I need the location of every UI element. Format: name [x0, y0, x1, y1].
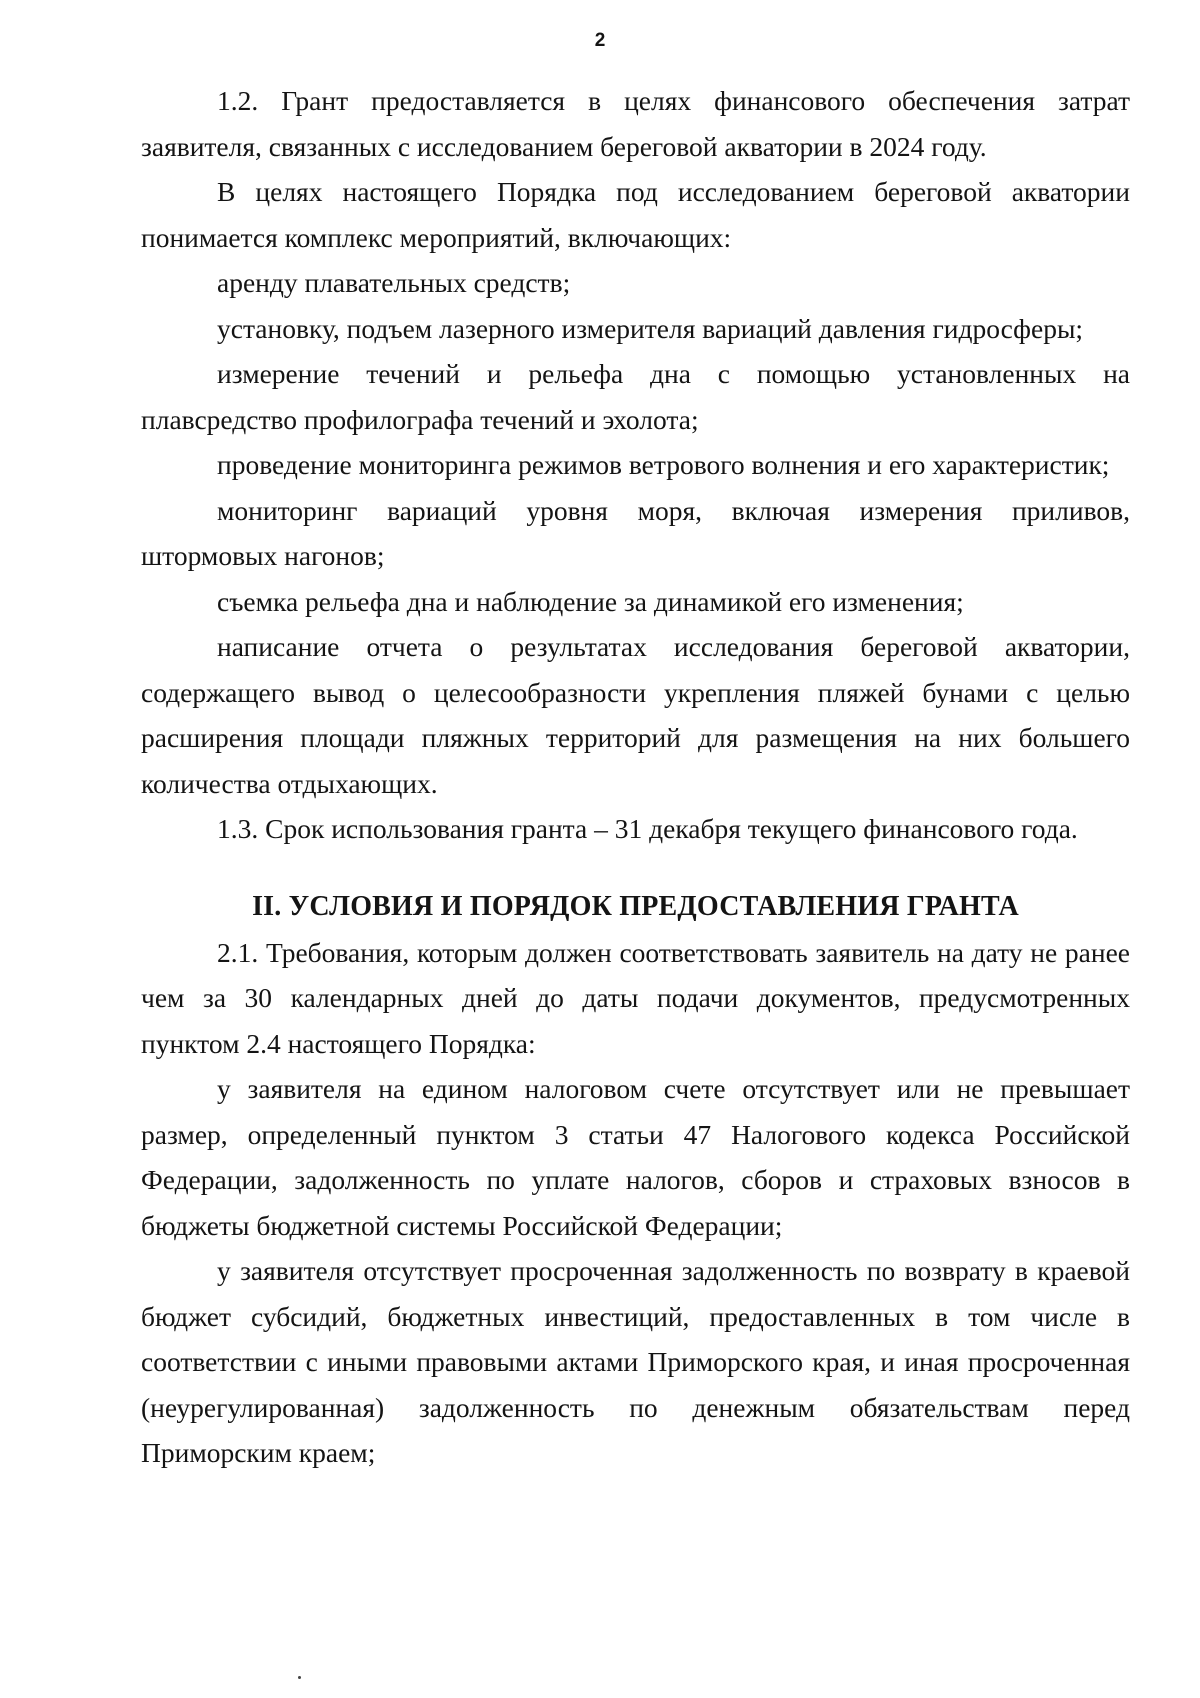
list-item-measure-currents: измерение течений и рельефа дна с помощью установленных на плавсредство профилографа течений и эхолота; — [141, 358, 1130, 435]
paragraph-1-2: 1.2. Грант предоставляется в целях финансового обеспечения затрат заявителя, связанных с исследованием береговой акватории в 2024 году. — [141, 85, 1130, 162]
list-item-install-meter: установку, подъем лазерного измерителя вариаций давления гидросферы; — [217, 312, 1084, 344]
list-item-wave-monitoring: проведение мониторинга режимов ветрового волнения и его характеристик; — [217, 449, 1110, 480]
paragraph-definition: В целях настоящего Порядка под исследованием береговой акватории понимается комплекс мероприятий, включающих: — [141, 176, 1130, 253]
list-item-sea-level: мониторинг вариаций уровня моря, включая измерения приливов, штормовых нагонов; — [141, 494, 1130, 571]
requirement-debt: у заявителя отсутствует просроченная задолженность по возврату в краевой бюджет субсидий, бюджетных инвестиций, предоставленных в том числе в соответствии с иными правовыми актами Приморского края, и иная просроченная (неурегулированная) задолженность по денежным обязательствам перед Приморским краем; — [141, 1255, 1130, 1468]
paragraph-1-3: 1.3. Срок использования гранта – 31 декабря текущего финансового года. — [217, 813, 1078, 844]
document-body — [141, 78, 1130, 1476]
paragraph-2-1: 2.1. Требования, которым должен соответствовать заявитель на дату не ранее чем за 30 календарных дней до даты подачи документов, предусмотренных пунктом 2.4 настоящего Порядка: — [141, 936, 1130, 1059]
requirement-tax: у заявителя на едином налоговом счете отсутствует или не превышает размер, определенный пунктом 3 статьи 47 Налогового кодекса Российской Федерации, задолженность по уплате налогов, сборов и страховых взносов в бюджеты бюджетной системы Российской Федерации; — [141, 1073, 1130, 1241]
list-item-bottom-survey: съемка рельефа дна и наблюдение за динамикой его изменения; — [217, 585, 964, 617]
page-number: 2 — [594, 30, 606, 51]
scan-speck — [298, 1676, 301, 1679]
section-heading: II. УСЛОВИЯ И ПОРЯДОК ПРЕДОСТАВЛЕНИЯ ГРАНТА — [252, 890, 1019, 922]
list-item-rent-vessels: аренду плавательных средств; — [217, 267, 571, 298]
list-item-report: написание отчета о результатах исследования береговой акватории, содержащего вывод о целесообразности укрепления пляжей бунами с целью расширения площади пляжных территорий для размещения на них большего количества отдыхающих. — [141, 631, 1130, 799]
